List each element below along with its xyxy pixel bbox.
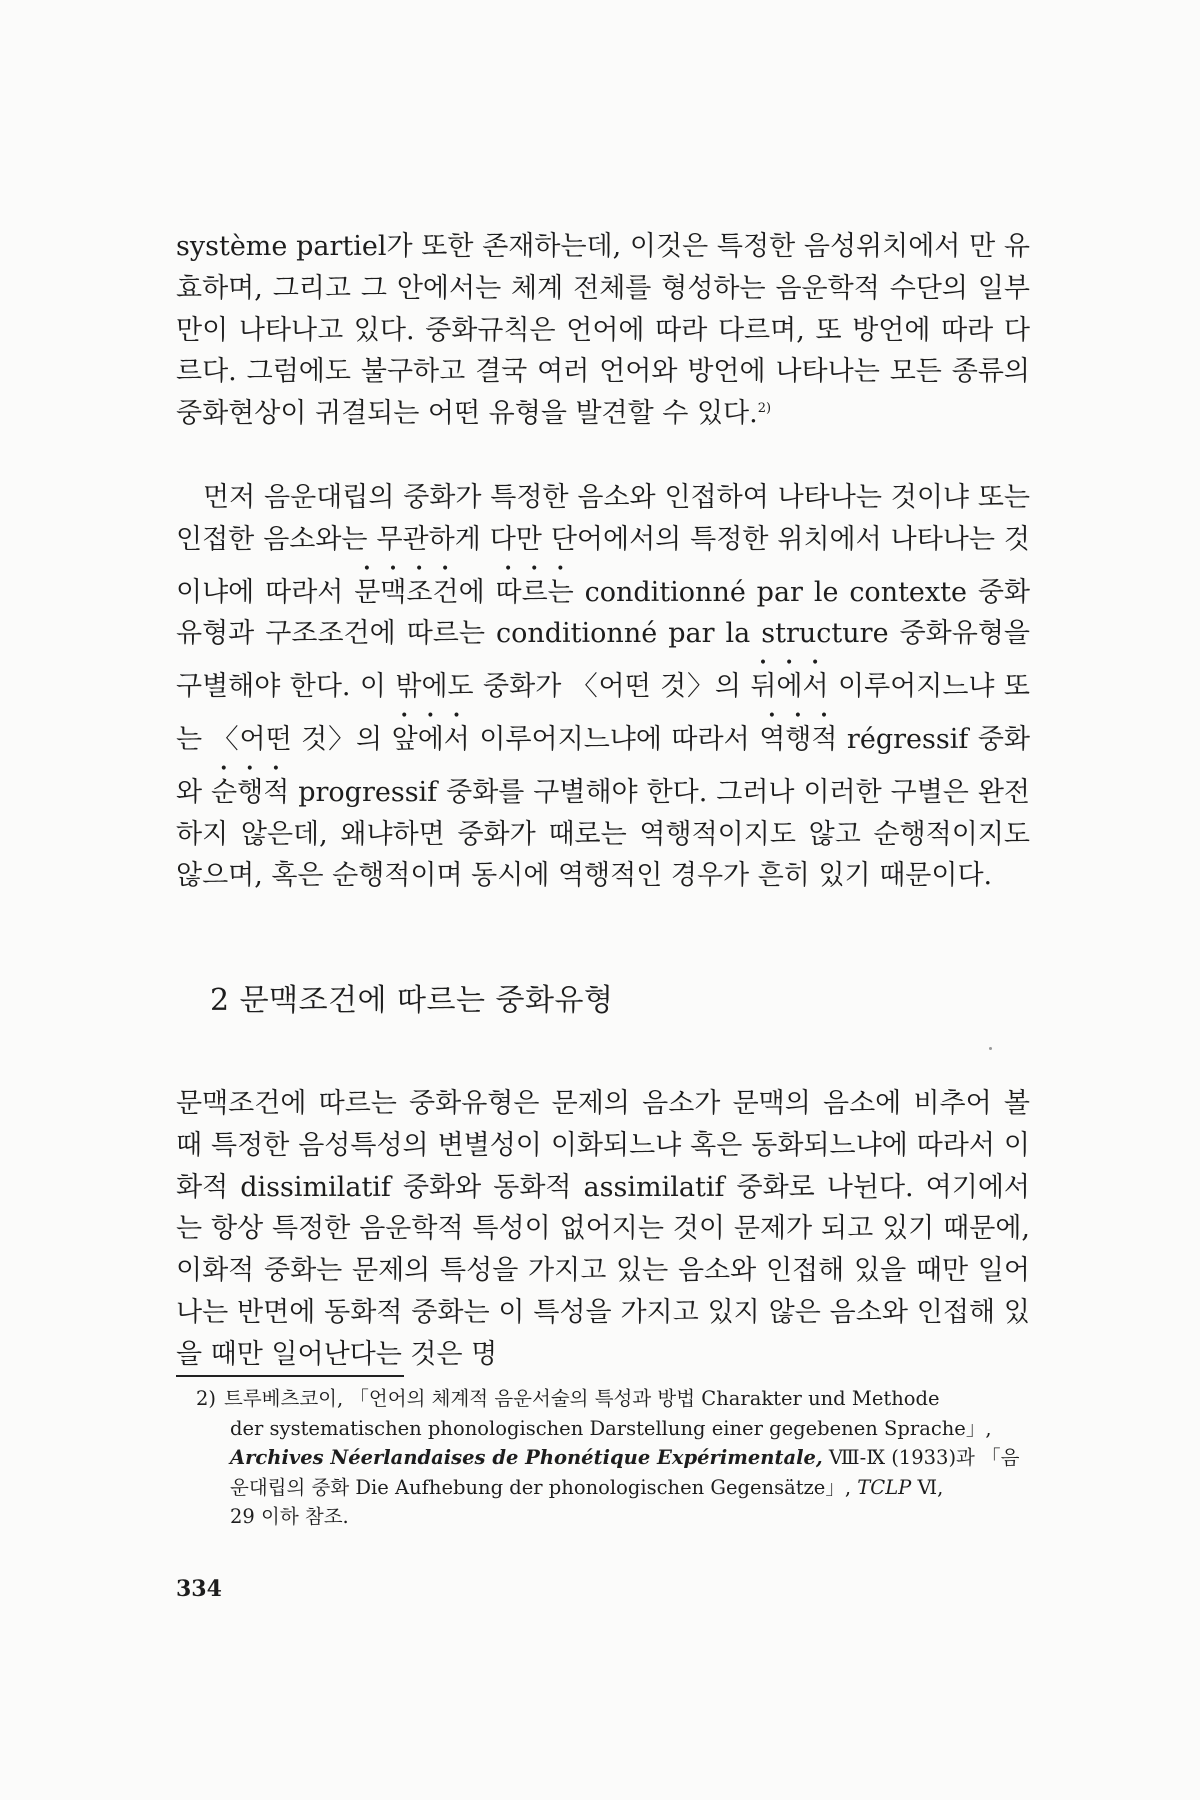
- paragraph-2-text: progressif 중화를 구별해야 한다. 그러나 이러한 구별은 완전하지 않은데, 왜냐하면 중화가 때로는 역행적이지도 않고 순행적이지도 않으며, 혹은 순행적이며 동시에 역행적인 경우가 흔히 있기 때문이다.: [176, 776, 1030, 892]
- paragraph-2-text: 이루어지느냐에 따라서: [469, 723, 760, 755]
- emphasized-term: 뒤에서: [750, 671, 829, 703]
- paragraph-2-text: régressif 중화와: [176, 723, 1030, 808]
- page-number: 334: [176, 1576, 222, 1602]
- paragraph-2-text: 에: [458, 576, 496, 608]
- footnote-line: [196, 1473, 1030, 1503]
- footnote-text: Ⅷ-Ⅸ (1933)과 「음: [822, 1446, 1020, 1469]
- emphasized-term: 역행적: [759, 723, 838, 755]
- section-heading: 2 문맥조건에 따르는 중화유형: [210, 983, 614, 1018]
- footnote-text: 트루베츠코이, 「언어의 체계적 음운서술의 특성과 방법 Charakter und Methode: [224, 1387, 940, 1410]
- footnote-text: der systematischen phonologischen Darstellung einer gegebenen Sprache」,: [230, 1416, 992, 1440]
- emphasized-term: 문맥조건: [354, 576, 459, 608]
- footnote-reference[interactable]: 2): [757, 401, 772, 417]
- footnote-text: Ⅵ,: [911, 1475, 944, 1499]
- footnote-journal-title: Archives Néerlandaises de Phonétique Expérimentale,: [230, 1446, 823, 1469]
- emphasized-term: 따르는: [495, 576, 574, 608]
- footnote-mark: 2): [196, 1387, 217, 1410]
- paragraph-2: [176, 477, 1030, 897]
- paragraph-3: 문맥조건에 따르는 중화유형은 문제의 음소가 문맥의 음소에 비추어 볼 때 특정한 음성특성의 변별성이 이화되느냐 혹은 동화되느냐에 따라서 이화적 dissimilatif 중화와 동화적 assimilatif 중화로 나뉜다. 여기에서는 항상 특정한 음운학적 특성이 없어지는 것이 문제가 되고 있기 때문에, 이화적 중화는 문제의 특성을 가지고 있는 음소와 인접해 있을 때만 일어나는 반면에 동화적 중화는 이 특성을 가지고 있지 않은 음소와 인접해 있을 때만 일어난다는 것은 명: [176, 1088, 1030, 1370]
- footnote-line: [196, 1443, 1030, 1473]
- paragraph-2-text: conditionné par le contexte 중화유형과 구조조건에 따르는 conditionné par la structure 중화유형을 구별해야 한다. 이 밖에도 중화가 〈어떤 것〉의: [176, 576, 1030, 703]
- footnote-journal-abbrev: TCLP: [857, 1475, 912, 1499]
- footnote: [196, 1384, 1030, 1532]
- footnote-text: 29 이하 참조.: [230, 1505, 349, 1528]
- paragraph-2-text: 먼저 음운대립의 중화가 특정한 음소와 인접하여 나타나는 것이냐 또는 인접한 음소와는 무관하게 다만 단어에서의 특정한 위치에서 나타나는 것이냐에 따라서: [176, 482, 1030, 608]
- paragraph-2-text: 이루어지느냐 또는 〈어떤 것〉의: [176, 671, 1030, 755]
- footnote-divider: [176, 1375, 404, 1377]
- footnote-text: 운대립의 중화 Die Aufhebung der phonologischen Gegensätze」,: [230, 1475, 852, 1499]
- footnote-line: [196, 1384, 1030, 1414]
- paragraph-1: [176, 226, 1030, 435]
- paragraph-1-text: système partiel가 또한 존재하는데, 이것은 특정한 음성위치에서 만 유효하며, 그리고 그 안에서는 체계 전체를 형성하는 음운학적 수단의 일부만이 나타나고 있다. 중화규칙은 언어에 따라 다르며, 또 방언에 따라 다르다. 그럼에도 불구하고 결국 여러 언어와 방언에 나타나는 모든 종류의 중화현상이 귀결되는 어떤 유형을 발견할 수 있다.: [176, 231, 1030, 430]
- footnote-line: [196, 1414, 1030, 1444]
- footnote-line: [196, 1502, 1030, 1532]
- emphasized-term: 앞에서: [391, 723, 470, 755]
- scan-speck: [989, 1047, 992, 1050]
- emphasized-term: 순행적: [211, 776, 290, 808]
